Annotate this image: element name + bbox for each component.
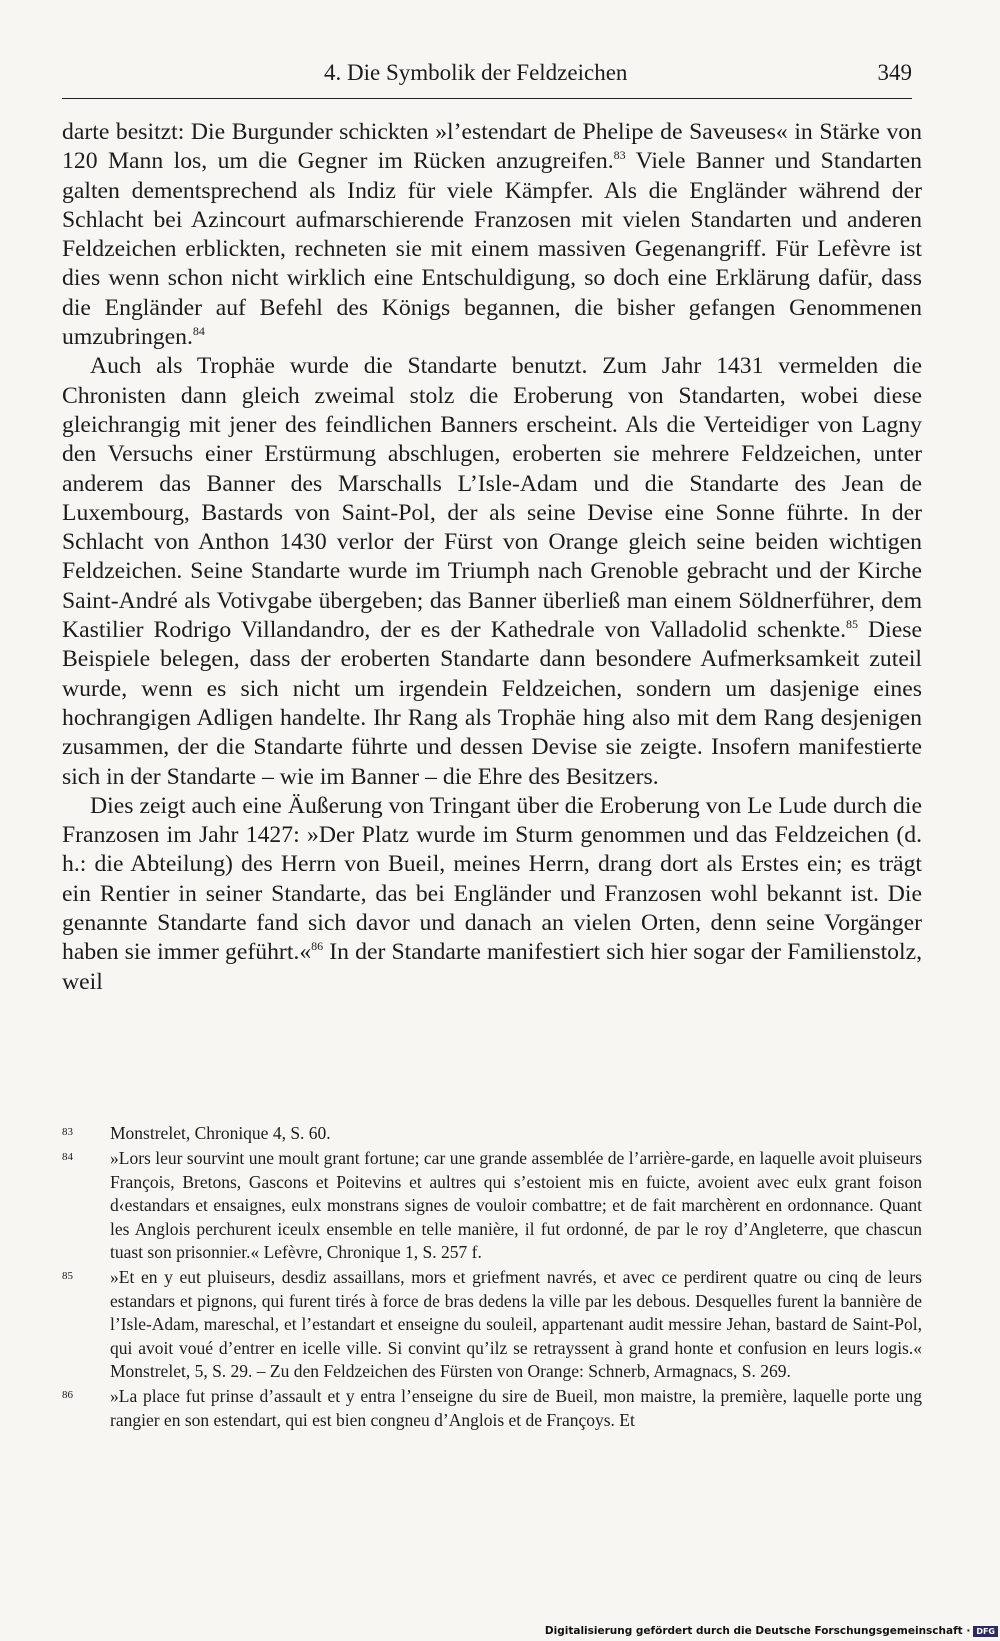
footnote-text: »La place fut prinse d’assault et y entra l’enseigne du sire de Bueil, mon maistre, la première, laquelle porte ung rangier en son estendart, qui est bien congneu d’Anglois et de Françoys. Et — [110, 1386, 922, 1430]
footnote — [62, 1122, 922, 1145]
footnote-reference[interactable]: 83 — [613, 148, 626, 163]
paragraph-text: darte besitzt: Die Burgunder schickten »l’estendart de Phelipe de Saveuses« in Stärke von 120 Mann los, um die Gegner im Rücken anzugreifen. — [62, 119, 922, 175]
footnote — [62, 1266, 922, 1383]
running-head: 4. Die Symbolik der Feldzeichen — [324, 60, 628, 85]
paragraph-text: Auch als Trophäe wurde die Standarte benutzt. Zum Jahr 1431 vermelden die Chronisten dann gleich zweimal stolz die Eroberung von Standarten, wobei diese gleichrangig mit jener des feindlichen Banners erscheint. Als die Verteidiger von Lagny den Versuchs einer Erstürmung abschlugen, eroberten sie mehrere Feldzeichen, unter anderem das Banner des Marschalls L’Isle-Adam und die Standarte des Jean de Luxembourg, Bastards von Saint-Pol, der als seine Devise eine Sonne führte. In der Schlacht von Anthon 1430 verlor der Fürst von Orange gleich seine beiden wichtigen Feldzeichen. Seine Standarte wurde im Triumph nach Grenoble gebracht und der Kirche Saint-André als Votivgabe übergeben; das Banner überließ man einem Söldnerführer, dem Kastilier Rodrigo Villandandro, der es der Kathedrale von Valladolid schenkte. — [62, 353, 922, 644]
page-number: 349 — [877, 60, 912, 85]
paragraph — [62, 792, 922, 997]
paragraph — [62, 352, 922, 791]
body-text — [62, 118, 922, 997]
footnote-number: 86 — [62, 1389, 73, 1402]
digitization-credit — [545, 1625, 998, 1637]
footnote-reference[interactable]: 86 — [311, 939, 324, 954]
footnote-text: »Et en y eut pluiseurs, desdiz assaillans, mors et griefment navrés, et avec ce perdirent quatre ou cinq de leurs estandars et pignons, qui furent tirés à force de bras dedens la ville par les debous. Desquelles furent la bannière de l’Isle-Adam, mareschal, et l’estandart et enseigne du souleil, appartenant audit messire Jehan, bastard de Saint-Pol, qui avoit voué d’entrer en icelle ville. Si convint qu’ilz se retrayssent à grand honte et confusion en leurs logis.« Monstrelet, 5, S. 29. – Zu den Feldzeichen des Fürsten von Orange: Schnerb, Armagnacs, S. 269. — [110, 1267, 922, 1382]
paragraph-text: Diese Beispiele belegen, dass der eroberten Standarte dann besondere Aufmerksamkeit zuteil wurde, wenn es sich nicht um irgendein Feldzeichen, sondern um dasjenige eines hochrangigen Adligen handelte. Ihr Rang als Trophäe hing also mit dem Rang desjenigen zusammen, der die Standarte führte und dessen Devise sie zeigte. Insofern manifestierte sich in der Standarte – wie im Banner – die Ehre des Besitzers. — [62, 617, 922, 790]
footnote-number: 84 — [62, 1151, 73, 1164]
footnote-text: »Lors leur sourvint une moult grant fortune; car une grande assemblée de l’arrière-garde, en laquelle avoit pluiseurs François, Bretons, Gascons et Poitevins et aultres qui s’estoient mis en fuicte, avoient avec eulx grant foison d‹estandars et ensaignes, eulx monstrans signes de vouloir combattre; et de fait marchèrent en ordonnance. Quant les Anglois perchurent iceulx ensemble en telle manière, il fut ordonné, de par le roy d’Angleterre, que chascun tuast son prisonnier.« Lefèvre, Chronique 1, S. 257 f. — [110, 1148, 922, 1263]
footnote — [62, 1385, 922, 1432]
paragraph-text: Dies zeigt auch eine Äußerung von Tringant über die Eroberung von Le Lude durch die Franzosen im Jahr 1427: »Der Platz wurde im Sturm genommen und das Feldzeichen (d. h.: die Abteilung) des Herrn von Bueil, meines Herrn, drang dort als Erstes ein; es trägt ein Rentier in seiner Standarte, das bei Engländer und Franzosen wohl bekannt ist. Die genannte Standarte fand sich davor und danach an vielen Orten, denn seine Vorgänger haben sie immer geführt.« — [62, 792, 922, 966]
footnote-number: 85 — [62, 1270, 73, 1283]
footnote-number: 83 — [62, 1126, 73, 1138]
paragraph-text: In der Standarte manifestiert sich hier sogar der Familienstolz, weil — [62, 939, 923, 995]
footnote-reference[interactable]: 84 — [192, 324, 205, 339]
credit-text: Digitalisierung gefördert durch die Deutsche Forschungsgemeinschaft · — [544, 1625, 971, 1637]
footnotes — [62, 1122, 922, 1434]
dfg-logo-icon: DFG — [973, 1626, 998, 1637]
footnote-text: Monstrelet, Chronique 4, S. 60. — [110, 1123, 331, 1143]
paragraph — [62, 118, 922, 352]
footnote-reference[interactable]: 85 — [846, 617, 859, 632]
footnote — [62, 1147, 922, 1264]
page-header — [62, 58, 912, 99]
paragraph-text: Viele Banner und Standarten galten dementsprechend als Indiz für viele Kämpfer. Als die Engländer während der Schlacht bei Azincourt aufmarschierende Franzosen mit vielen Standarten und anderen Feldzeichen erblickten, rechneten sie mit einem massiven Gegenangriff. Für Lefèvre ist dies wenn schon nicht wirklich eine Entschuldigung, so doch eine Erklärung dafür, dass die Engländer auf Befehl des Königs begannen, die bisher gefangen Genommenen umzubringen. — [62, 148, 922, 351]
